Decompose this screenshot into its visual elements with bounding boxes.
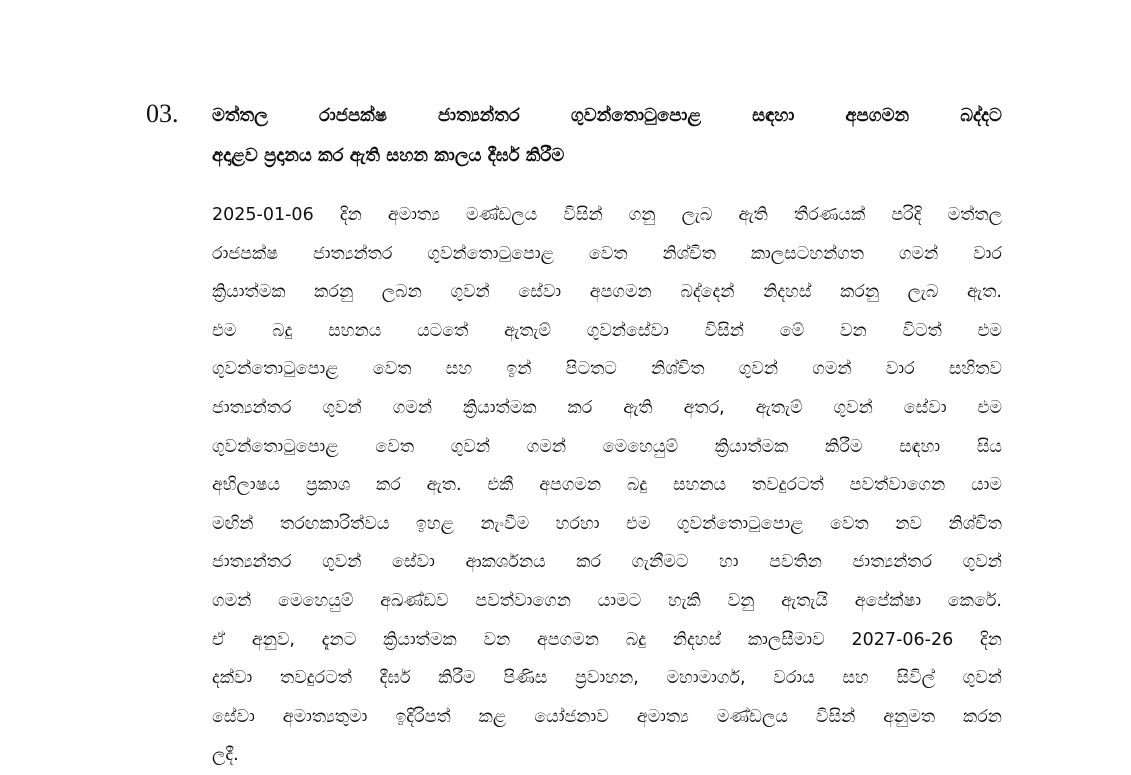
item-heading bbox=[212, 100, 1002, 180]
body-line-6: ජාත්‍යන්තර ගුවන් ගමන් ක්‍රියාත්මක කර ඇති අතර, ඇතැම් ගුවන් සේවා එම bbox=[212, 397, 1002, 418]
heading-line-1: මත්තල රාජපක්ෂ ජාත්‍යන්තර ගුවන්තොටුපොළ සඳහා අපගමන බද්දට bbox=[212, 105, 1002, 126]
body-line-7: ගුවන්තොටුපොළ වෙත ගුවන් ගමන් මෙහෙයුම් ක්‍රියාත්මක කිරීම සඳහා සිය bbox=[212, 436, 1002, 457]
body-line-4: එම බදු සහනය යටතේ ඇතැම් ගුවන්සේවා විසින් මේ වන විටත් එම bbox=[212, 320, 1002, 341]
body-line-12: ඒ අනුව, දැනට ක්‍රියාත්මක වන අපගමන බදු නිදහස් කාලසීමාව 2027-06-26 දින bbox=[212, 629, 1002, 650]
body-line-2: රාජපක්ෂ ජාත්‍යන්තර ගුවන්තොටුපොළ වෙත නිශ්චිත කාලසටහන්ගත ගමන් වාර bbox=[212, 243, 1002, 264]
body-line-10: ජාත්‍යන්තර ගුවන් සේවා ආකර්ශනය කර ගැනීමට හා පවතින ජාත්‍යන්තර ගුවන් bbox=[212, 552, 1002, 573]
heading-line-2: අදාළව ප්‍රදානය කර ඇති සහන කාලය දීර්ඝ කිරීම bbox=[212, 145, 565, 166]
body-line-3: ක්‍රියාත්මක කරනු ලබන ගුවන් සේවා අපගමන බද්දෙන් නිදහස් කරනු ලැබ ඇත. bbox=[212, 282, 1002, 303]
body-line-13: දක්වා තවදුරටත් දීර්ඝ කිරීම පිණිස ප්‍රවාහන, මහාමාර්ග, වරාය සහ සිවිල් ගුවන් bbox=[212, 668, 1002, 689]
body-line-1: 2025-01-06 දින අමාත්‍ය මණ්ඩලය විසින් ගනු ලැබ ඇති තීරණයක් පරිදි මත්තල bbox=[212, 205, 1002, 225]
body-line-9: මඟින් තරඟකාරිත්වය ඉහළ නැංවීම හරහා එම ගුවන්තොටුපොළ වෙත නව නිශ්චිත bbox=[212, 513, 1002, 534]
body-line-11: ගමන් මෙහෙයුම් අඛණ්ඩව පවත්වාගෙන යාමට හැකි වනු ඇතැයි අපේක්ෂා කෙරේ. bbox=[212, 590, 1002, 611]
body-line-8: අභිලාෂය ප්‍රකාශ කර ඇත. එකී අපගමන බදු සහනය තවදුරටත් පවත්වාගෙන යාම bbox=[212, 475, 1002, 496]
body-line-5: ගුවන්තොටුපොළ වෙත සහ ඉන් පිටතට නිශ්චිත ගුවන් ගමන් වාර සහිතව bbox=[212, 359, 1002, 380]
item-number: 03. bbox=[146, 99, 179, 128]
body-paragraph bbox=[212, 196, 1002, 775]
body-line-14: සේවා අමාත්‍යතුමා ඉදිරිපත් කළ යෝජනාව අමාත්‍ය මණ්ඩලය විසින් අනුමත කරන bbox=[212, 706, 1002, 727]
body-line-15: ලදී. bbox=[212, 745, 239, 766]
